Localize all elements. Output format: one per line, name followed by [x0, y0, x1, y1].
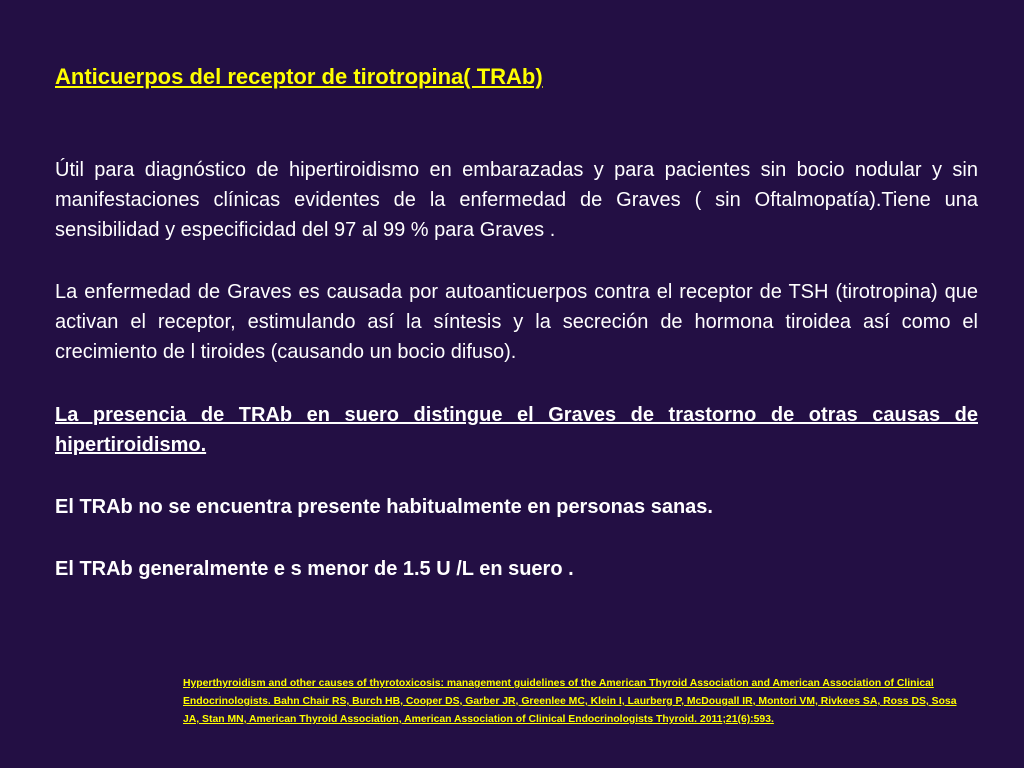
slide-title: Anticuerpos del receptor de tirotropina( TRAb) [55, 64, 543, 89]
paragraph-trab-distinguishes: La presencia de TRAb en suero distingue el Graves de trastorno de otras causas de hipertiroidismo. [55, 404, 978, 456]
paragraph-diagnostic-use: Útil para diagnóstico de hipertiroidismo en embarazadas y para pacientes sin bocio nodular y sin manifestaciones clínicas evidentes de la enfermedad de Graves ( sin Oftalmopatía).Tiene una sensibilidad y especificidad del 97 al 99 % para Graves . [55, 159, 978, 241]
reference-link[interactable]: Hyperthyroidism and other causes of thyrotoxicosis: management guidelines of the American Thyroid Association and American Association of Clinical Endocrinologists. Bahn Chair RS, Burch HB, Cooper DS, Garber JR, Greenlee MC, Klein I, Laurberg P, McDougall IR, Montori VM, Rivkees SA, Ross DS, Sosa JA, Stan MN, American Thyroid Association, American Association of Clinical Endocrinologists Thyroid. 2011;21(6):593. [183, 678, 957, 725]
paragraph-trab-healthy: El TRAb no se encuentra presente habitualmente en personas sanas. [55, 496, 713, 518]
paragraph-trab-normal-value: El TRAb generalmente e s menor de 1.5 U /L en suero . [55, 558, 574, 580]
paragraph-graves-cause: La enfermedad de Graves es causada por autoanticuerpos contra el receptor de TSH (tirotropina) que activan el receptor, estimulando así la síntesis y la secreción de hormona tiroidea así como el crecimiento de l tiroides (causando un bocio difuso). [55, 281, 978, 363]
